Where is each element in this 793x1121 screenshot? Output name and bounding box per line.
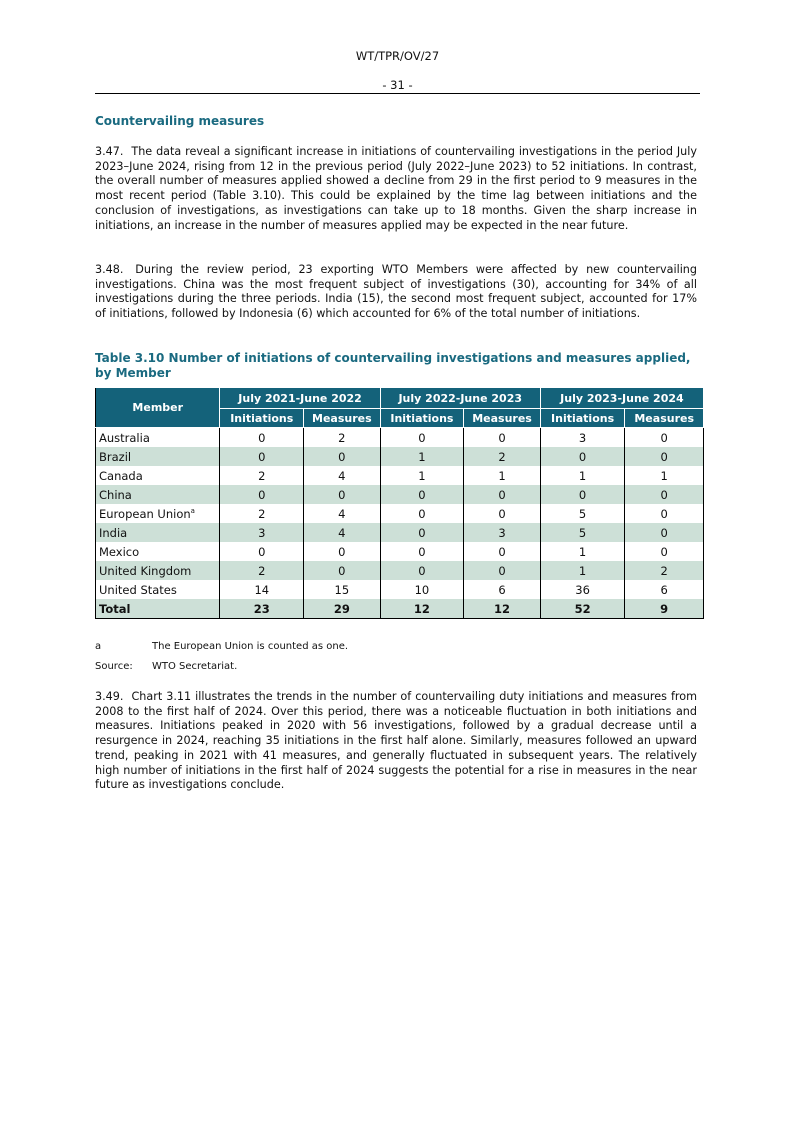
member-name <box>96 523 220 542</box>
member-name-text: Australia <box>99 430 150 445</box>
initiations-header: Initiations <box>540 409 625 428</box>
table-body <box>96 428 704 619</box>
table-row <box>96 428 704 448</box>
initiations-cell: 14 <box>220 580 304 599</box>
paragraph-text: During the review period, 23 exporting WTO Members were affected by new countervailing investigations. China was the most frequent subject of investigations (30), accounting for 34% of all investigations during the three periods. India (15), the second most frequent subject, accounted for 17% of initiations, followed by Indonesia (6) which accounted for 6% of the total number of initiations. <box>95 263 697 321</box>
table-source <box>95 661 237 672</box>
member-column-header: Member <box>96 388 220 428</box>
measures-cell: 2 <box>304 428 381 448</box>
section-title: Countervailing measures <box>95 114 265 128</box>
total-label: Total <box>96 599 220 619</box>
total-row <box>96 599 704 619</box>
table-row <box>96 504 704 523</box>
member-name <box>96 466 220 485</box>
initiations-cell: 0 <box>380 523 464 542</box>
footnote-key: a <box>95 641 102 652</box>
initiations-cell: 0 <box>540 485 625 504</box>
paragraph-3-48 <box>95 263 697 322</box>
measures-cell: 2 <box>464 447 541 466</box>
member-name <box>96 561 220 580</box>
table-row <box>96 485 704 504</box>
measures-cell: 4 <box>304 466 381 485</box>
initiations-cell: 0 <box>380 504 464 523</box>
initiations-header: Initiations <box>380 409 464 428</box>
member-name-text: Mexico <box>99 544 140 559</box>
initiations-cell: 0 <box>540 447 625 466</box>
member-name <box>96 542 220 561</box>
initiations-measures-table <box>95 387 704 619</box>
initiations-header: Initiations <box>220 409 304 428</box>
paragraph-number: 3.49. <box>95 690 124 703</box>
measures-cell: 4 <box>304 504 381 523</box>
measures-cell: 6 <box>625 580 704 599</box>
initiations-cell: 1 <box>380 466 464 485</box>
initiations-cell: 2 <box>220 466 304 485</box>
member-name-text: United Kingdom <box>99 563 192 578</box>
period-header: July 2021-June 2022 <box>220 388 380 409</box>
paragraph-number: 3.47. <box>95 145 124 158</box>
document-code: WT/TPR/OV/27 <box>355 49 440 63</box>
measures-cell: 0 <box>464 542 541 561</box>
member-name-text: Canada <box>99 468 143 483</box>
initiations-cell: 1 <box>540 542 625 561</box>
measures-cell: 0 <box>304 542 381 561</box>
period-header: July 2023-June 2024 <box>540 388 703 409</box>
table-row <box>96 447 704 466</box>
measures-header: Measures <box>625 409 704 428</box>
paragraph-3-49 <box>95 690 697 793</box>
initiations-cell: 0 <box>380 542 464 561</box>
initiations-cell: 0 <box>220 542 304 561</box>
measures-cell: 0 <box>625 485 704 504</box>
total-initiations-cell: 52 <box>540 599 625 619</box>
paragraph-number: 3.48. <box>95 263 124 276</box>
initiations-cell: 2 <box>220 561 304 580</box>
measures-cell: 0 <box>625 542 704 561</box>
header-divider <box>95 93 700 94</box>
initiations-cell: 0 <box>220 447 304 466</box>
measures-cell: 0 <box>464 504 541 523</box>
total-initiations-cell: 23 <box>220 599 304 619</box>
measures-cell: 0 <box>625 447 704 466</box>
initiations-cell: 3 <box>540 428 625 448</box>
measures-cell: 0 <box>304 485 381 504</box>
initiations-cell: 36 <box>540 580 625 599</box>
initiations-cell: 1 <box>540 466 625 485</box>
table-row <box>96 523 704 542</box>
measures-cell: 4 <box>304 523 381 542</box>
member-name <box>96 580 220 599</box>
initiations-cell: 3 <box>220 523 304 542</box>
source-key: Source: <box>95 661 133 672</box>
measures-cell: 0 <box>625 428 704 448</box>
member-name <box>96 485 220 504</box>
footnote-marker: a <box>190 506 195 515</box>
measures-cell: 15 <box>304 580 381 599</box>
measures-cell: 1 <box>464 466 541 485</box>
member-name-text: China <box>99 487 132 502</box>
member-name-text: European Union <box>99 506 191 521</box>
total-measures-cell: 12 <box>464 599 541 619</box>
initiations-cell: 0 <box>380 428 464 448</box>
member-name-text: Brazil <box>99 449 132 464</box>
total-initiations-cell: 12 <box>380 599 464 619</box>
initiations-cell: 0 <box>380 561 464 580</box>
measures-cell: 6 <box>464 580 541 599</box>
page-number: - 31 - <box>382 78 413 92</box>
measures-header: Measures <box>464 409 541 428</box>
member-name <box>96 447 220 466</box>
measures-cell: 0 <box>304 561 381 580</box>
measures-cell: 0 <box>464 561 541 580</box>
measures-cell: 1 <box>625 466 704 485</box>
initiations-cell: 5 <box>540 504 625 523</box>
table-footnote <box>95 641 348 652</box>
measures-cell: 0 <box>625 523 704 542</box>
footnote-text: The European Union is counted as one. <box>152 641 349 652</box>
total-measures-cell: 9 <box>625 599 704 619</box>
initiations-cell: 2 <box>220 504 304 523</box>
member-name <box>96 504 220 523</box>
paragraph-text: Chart 3.11 illustrates the trends in the number of countervailing duty initiations and measures from 2008 to the first half of 2024. Over this period, there was a noticeable fluctuation in both initiations and measures. Initiations peaked in 2020 with 56 investigations, followed by a gradual decrease until a resurgence in 2024, reaching 35 initiations in the first half alone. Similarly, measures followed an upward trend, peaking in 2021 with 41 measures, and generally fluctuated in subsequent years. The relatively high number of initiations in the first half of 2024 suggests the potential for a rise in measures in the near future as investigations conclude. <box>95 690 697 792</box>
table-row <box>96 561 704 580</box>
measures-cell: 0 <box>304 447 381 466</box>
paragraph-3-47 <box>95 145 697 233</box>
initiations-cell: 0 <box>220 428 304 448</box>
measures-cell: 0 <box>625 504 704 523</box>
measures-cell: 3 <box>464 523 541 542</box>
initiations-cell: 10 <box>380 580 464 599</box>
total-measures-cell: 29 <box>304 599 381 619</box>
member-name-text: India <box>99 525 128 540</box>
member-name <box>96 428 220 448</box>
source-text: WTO Secretariat. <box>152 661 238 672</box>
measures-cell: 0 <box>464 485 541 504</box>
table-row <box>96 466 704 485</box>
table-row <box>96 580 704 599</box>
paragraph-text: The data reveal a significant increase in initiations of countervailing investigations in the period July 2023–June 2024, rising from 12 in the previous period (July 2022–June 2023) to 52 initiations. In contrast, the overall number of measures applied showed a decline from 29 in the first period to 9 measures in the most recent period (Table 3.10). This could be explained by the time lag between initiations and the conclusion of investigations, as investigations can take up to 18 months. Given the sharp increase in initiations, an increase in the number of measures applied may be expected in the near future. <box>95 145 697 232</box>
member-name-text: United States <box>99 582 177 597</box>
initiations-cell: 1 <box>380 447 464 466</box>
initiations-cell: 5 <box>540 523 625 542</box>
table-row <box>96 542 704 561</box>
measures-cell: 2 <box>625 561 704 580</box>
initiations-cell: 1 <box>540 561 625 580</box>
initiations-cell: 0 <box>380 485 464 504</box>
measures-cell: 0 <box>464 428 541 448</box>
table-title: Table 3.10 Number of initiations of countervailing investigations and measures applied, by Member <box>95 351 691 380</box>
period-header: July 2022-June 2023 <box>380 388 540 409</box>
initiations-cell: 0 <box>220 485 304 504</box>
measures-header: Measures <box>304 409 381 428</box>
